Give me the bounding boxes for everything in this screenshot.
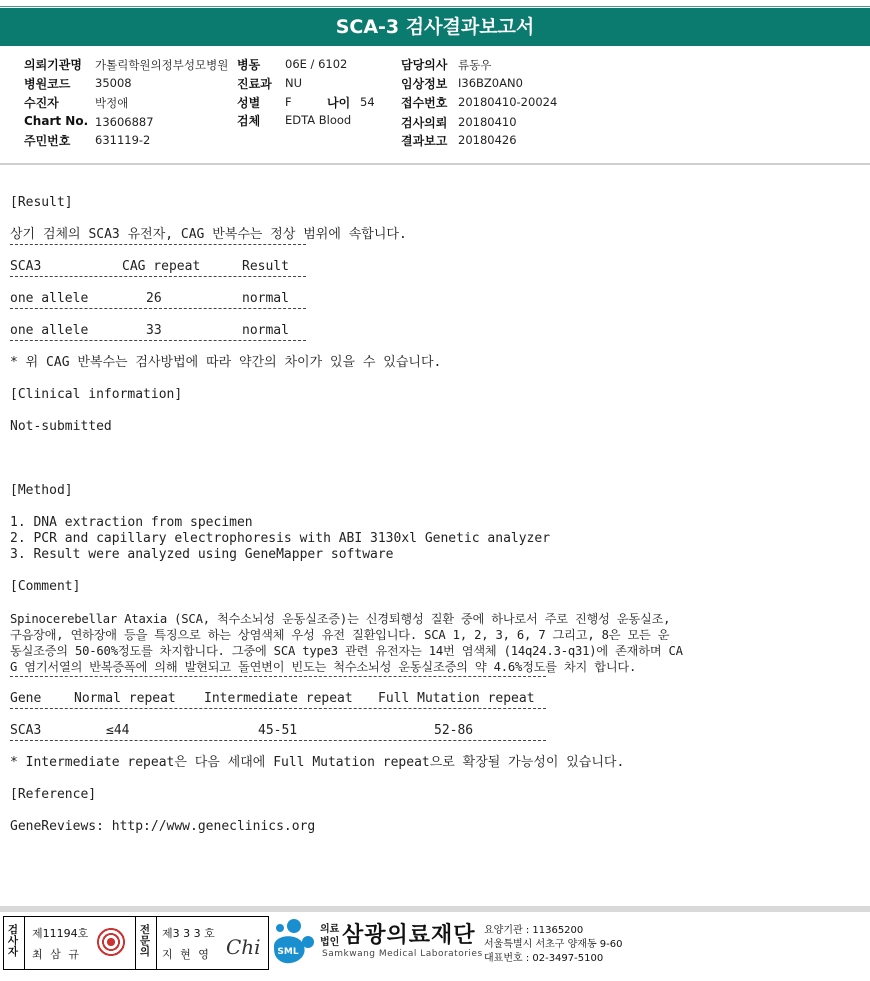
result-table-rule <box>10 244 306 245</box>
value-age: 54 <box>360 95 375 109</box>
method-item-3: 3. Result were analyzed using GeneMapper software <box>10 547 394 562</box>
result-heading: [Result] <box>10 195 73 210</box>
comment-header-gene: Gene <box>10 691 42 706</box>
result-row2-status: normal <box>242 323 289 338</box>
value-specimen: EDTA Blood <box>285 113 352 127</box>
signer2-license: 제3 3 3 호 <box>162 927 215 940</box>
value-sex: F <box>285 95 292 109</box>
method-item-1: 1. DNA extraction from specimen <box>10 515 253 530</box>
signer2-signature-icon: Chi <box>226 935 261 959</box>
label-age: 나이 <box>327 96 351 110</box>
value-requesting-institution: 가톨릭학원의정부성모병원 <box>95 58 229 72</box>
label-physician: 담당의사 <box>401 58 448 72</box>
header-divider <box>0 163 870 165</box>
value-physician: 류동우 <box>458 58 492 72</box>
page-title: SCA-3 검사결과보고서 <box>335 16 535 38</box>
title-top-line <box>0 6 870 7</box>
clinical-heading: [Clinical information] <box>10 387 183 402</box>
org-address: 서울특별시 서초구 양재동 9-60 <box>484 939 623 950</box>
result-note: * 위 CAG 반복수는 검사방법에 따라 약간의 차이가 있을 수 있습니다. <box>10 355 442 370</box>
result-summary: 상기 검체의 SCA3 유전자, CAG 반복수는 정상 범위에 속합니다. <box>10 227 407 242</box>
result-row2-allele: one allele <box>10 323 89 338</box>
comment-row-intermediate: 45-51 <box>258 723 298 738</box>
label-accession-no: 접수번호 <box>401 96 448 110</box>
org-name: 삼광의료재단 <box>342 923 476 948</box>
method-heading: [Method] <box>10 483 73 498</box>
label-specimen: 검체 <box>237 114 261 128</box>
value-hospital-code: 35008 <box>95 76 132 90</box>
result-row1-allele: one allele <box>10 291 89 306</box>
result-row1-repeat: 26 <box>146 291 162 306</box>
signer2-name: 지 현 영 <box>162 948 211 961</box>
footer-divider <box>0 906 870 912</box>
comment-line-1: Spinocerebellar Ataxia (SCA, 척수소뇌성 운동실조증)는 신경퇴행성 질환 중에 하나로서 주로 진행성 운동실조, <box>10 612 671 626</box>
care-institution-code: 요양기관 : 11365200 <box>484 925 584 936</box>
signer1-role-char: 사 <box>7 935 19 947</box>
label-department: 진료과 <box>237 77 272 91</box>
result-row2-repeat: 33 <box>146 323 162 338</box>
sign-separator <box>156 917 157 969</box>
method-item-2: 2. PCR and capillary electrophoresis with ABI 3130xl Genetic analyzer <box>10 531 551 546</box>
label-report-date: 결과보고 <box>401 134 448 148</box>
org-prefix-bottom: 법인 <box>320 937 340 948</box>
label-requesting-institution: 의뢰기관명 <box>24 58 82 72</box>
comment-table-rule <box>10 676 546 677</box>
label-hospital-code: 병원코드 <box>24 77 71 91</box>
comment-row-normal: ≤44 <box>106 723 130 738</box>
signer2-role-char: 문 <box>139 935 151 947</box>
signer1-license: 제11194호 <box>32 927 89 940</box>
label-request-date: 검사의뢰 <box>401 116 448 130</box>
comment-table-rule <box>10 740 546 741</box>
label-clinical-info: 임상정보 <box>401 77 448 91</box>
result-table-rule <box>10 276 306 277</box>
label-ward: 병동 <box>237 58 261 72</box>
signer1-role-char: 검 <box>7 924 19 936</box>
org-prefix-top: 의료 <box>320 924 340 935</box>
reference-text: GeneReviews: http://www.geneclinics.org <box>10 819 316 834</box>
sign-separator <box>24 917 25 969</box>
comment-row-gene: SCA3 <box>10 723 42 738</box>
comment-note: * Intermediate repeat은 다음 세대에 Full Mutation repeat으로 확장될 가능성이 있습니다. <box>10 755 625 770</box>
result-table-rule <box>10 308 306 309</box>
signer2-role-char: 전 <box>139 924 151 936</box>
title-banner <box>0 8 870 46</box>
comment-line-3: 동실조증의 50-60%정도를 차지합니다. 그중에 SCA type3 관련 유전자는 14번 염색체 (14q24.3-q31)에 존재하며 CA <box>10 644 683 658</box>
value-department: NU <box>285 76 303 90</box>
result-header-gene: SCA3 <box>10 259 42 274</box>
org-english-name: Samkwang Medical Laboratories <box>322 949 483 959</box>
label-resident-no: 주민번호 <box>24 134 71 148</box>
value-accession-no: 20180410-20024 <box>458 95 558 109</box>
signer1-seal-icon <box>95 926 127 958</box>
comment-header-full: Full Mutation repeat <box>378 691 535 706</box>
label-patient: 수진자 <box>24 96 59 110</box>
clinical-text: Not-submitted <box>10 419 112 434</box>
value-clinical-info: I36BZ0AN0 <box>458 76 523 90</box>
value-patient: 박정애 <box>95 96 129 110</box>
sml-logo-icon <box>270 916 318 968</box>
value-resident-no: 631119-2 <box>95 133 151 147</box>
comment-line-4: G 염기서열의 반복증폭에 의해 발현되고 돌연변이 빈도는 척수소뇌성 운동실조증의 약 4.6%정도를 차지 합니다. <box>10 660 637 674</box>
value-report-date: 20180426 <box>458 133 517 147</box>
signer1-role-char: 자 <box>7 946 19 958</box>
comment-heading: [Comment] <box>10 579 81 594</box>
result-table-rule <box>10 340 306 341</box>
patient-info-header <box>0 50 870 163</box>
signer2-role-char: 의 <box>139 946 151 958</box>
sign-separator <box>135 917 136 969</box>
comment-line-2: 구음장애, 연하장애 등을 특징으로 하는 상염색체 우성 유전 질환입니다. SCA 1, 2, 3, 6, 7 그리고, 8은 모든 운 <box>10 628 670 642</box>
title-bar <box>0 0 870 50</box>
org-phone: 대표번호 : 02-3497-5100 <box>484 953 604 964</box>
result-row1-status: normal <box>242 291 289 306</box>
comment-row-full: 52-86 <box>434 723 474 738</box>
signer1-role <box>6 925 20 958</box>
report-footer <box>0 906 870 981</box>
sml-logo-text: SML <box>277 947 299 957</box>
comment-table-rule <box>10 708 546 709</box>
value-request-date: 20180410 <box>458 115 517 129</box>
comment-header-intermediate: Intermediate repeat <box>204 691 353 706</box>
label-sex: 성별 <box>237 96 261 110</box>
signer2-role <box>138 925 152 958</box>
signature-box <box>3 916 269 970</box>
value-chart-no: 13606887 <box>95 115 154 129</box>
comment-header-normal: Normal repeat <box>74 691 176 706</box>
result-header-result: Result <box>242 259 289 274</box>
signer1-name: 최 삼 규 <box>32 948 81 961</box>
label-chart-no: Chart No. <box>24 114 89 128</box>
result-header-cag: CAG repeat <box>122 259 201 274</box>
value-ward: 06E / 6102 <box>285 57 348 71</box>
reference-heading: [Reference] <box>10 787 97 802</box>
